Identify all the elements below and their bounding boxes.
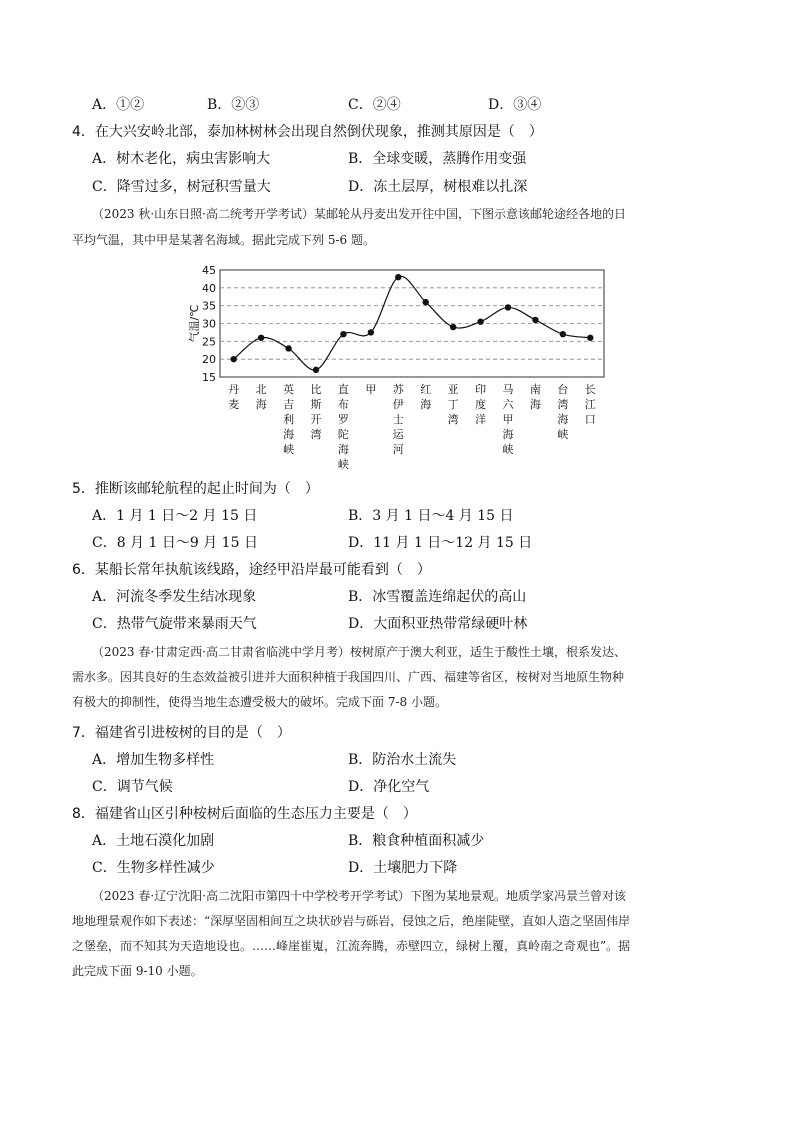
q6-option-b: B．冰雪覆盖连绵起伏的高山 [348,589,527,605]
context-5-6-line1: （2023 秋·山东日照·高二统考开学考试）某邮轮从丹麦出发开往中国，下图示意该邮轮途经各地的日 [92,207,626,221]
data-point [285,345,291,351]
q5-option-a: A．1 月 1 日～2 月 15 日 [92,508,258,524]
q8-option-b: B．粮食种植面积减少 [348,833,485,849]
q5-stem: 5．推断该邮轮航程的起止时间为（ ） [72,481,319,497]
x-category-label: 比斯开湾 [310,383,322,441]
x-category-labels [228,382,596,471]
context-5-6-line2: 平均气温，其中甲是某著名海域。据此完成下列 5-6 题。 [72,233,375,247]
q7-option-a: A．增加生物多样性 [92,752,215,768]
chart-grid [220,270,604,377]
data-point [340,331,346,337]
q6-stem: 6．某船长常年执航该线路，途经甲沿岸最可能看到（ ） [72,562,431,578]
x-category-label: 直布罗陀海峡 [337,383,349,471]
x-category-label: 马六甲海峡 [502,383,514,456]
y-tick-label: 45 [202,264,216,277]
y-tick-label: 20 [202,353,216,367]
x-category-label: 台湾海峡 [557,383,569,441]
q5-option-d: D．11 月 1 日～12 月 15 日 [348,535,533,551]
y-tick-label: 40 [202,281,216,295]
q7-option-b: B．防治水土流失 [348,752,457,768]
q8-option-a: A．土地石漠化加剧 [92,833,215,849]
context-7-8-line1: （2023 春·甘肃定西·高二甘肃省临洮中学月考）桉树原产于澳大利亚，适生于酸性土壤，根系发达、 [92,645,626,659]
x-category-label: 英吉利海峡 [283,383,295,456]
q8-option-c: C．生物多样性减少 [92,860,215,876]
context-9-10-line1: （2023 春·辽宁沈阳·高二沈阳市第四十中学校考开学考试）下图为某地景观。地质学家冯景兰曾对该 [92,889,626,903]
y-tick-label: 30 [202,317,216,331]
q6-option-a: A．河流冬季发生结冰现象 [92,589,257,605]
q4-option-d: D．冻土层厚，树根难以扎深 [348,179,528,195]
data-point [395,274,401,280]
context-9-10-line4: 此完成下面 9-10 小题。 [72,964,203,978]
q7-option-c: C．调节气候 [92,779,173,795]
q4-stem: 4．在大兴安岭北部，泰加林树林会出现自然倒伏现象，推测其原因是（ ） [72,124,543,140]
q4-option-c: C．降雪过多，树冠积雪量大 [92,179,271,195]
data-point [587,335,593,341]
q4-option-b: B．全球变暖，蒸腾作用变强 [348,151,527,167]
temperature-line-chart [188,262,620,471]
q6-option-c: C．热带气旋带来暴雨天气 [92,616,257,632]
q7-stem: 7．福建省引进桉树的目的是（ ） [72,725,291,741]
data-point [231,356,237,362]
data-point [423,299,429,305]
data-point [450,324,456,330]
q4-option-a: A．树木老化，病虫害影响大 [92,151,271,167]
q3-option-c: C．②④ [348,97,401,113]
y-axis-label [187,304,201,342]
context-9-10-line2: 地地理景观作如下表述：“深厚坚固相间互之块状砂岩与砾岩，侵蚀之后，绝崖陡壁，直如人造之坚固伟岸 [72,914,631,928]
data-point [313,367,319,373]
data-point [532,317,538,323]
y-tick-label: 35 [202,299,216,313]
y-tick-label: 25 [202,335,216,349]
y-tick-labels [202,264,216,384]
context-9-10-line3: 之堡垒，而不知其为天造地设也。……峰崖崔嵬，江流奔腾，赤壁四立，绿树上覆，真岭南之奇观也”。据 [72,939,631,953]
x-category-label: 南海 [529,383,541,411]
x-category-label: 北海 [255,383,267,411]
y-tick-label: 15 [202,371,216,384]
q6-option-d: D．大面积亚热带常绿硬叶林 [348,616,528,632]
q3-option-b: B．②③ [207,97,260,113]
x-category-label: 红海 [420,383,432,411]
x-category-label: 丹麦 [228,383,240,411]
q3-option-d: D．③④ [488,97,542,113]
context-7-8-line2: 需水多。因其良好的生态效益被引进并大面积种植于我国四川、广西、福建等省区，桉树对当地原生物种 [72,670,625,684]
data-point [368,329,374,335]
q5-option-b: B．3 月 1 日～4 月 15 日 [348,508,514,524]
q8-stem: 8．福建省山区引种桉树后面临的生态压力主要是（ ） [72,806,417,822]
data-point [505,304,511,310]
data-point [477,319,483,325]
q8-option-d: D．土壤肥力下降 [348,860,458,876]
x-category-label: 亚丁湾 [447,383,459,426]
q5-option-c: C．8 月 1 日～9 月 15 日 [92,535,258,551]
x-category-label: 印度洋 [475,383,487,426]
q7-option-d: D．净化空气 [348,779,430,795]
x-category-label: 甲 [365,383,377,396]
x-category-label: 苏伊士运河 [392,383,404,456]
context-7-8-line3: 有极大的抑制性，使得当地生态遭受极大的破坏。完成下面 7-8 小题。 [72,695,447,709]
x-category-label: 长江口 [584,383,596,426]
y-axis-label-text: 气温/℃ [188,304,201,343]
data-point [560,331,566,337]
q3-option-a: A．①② [92,97,145,113]
data-point [258,335,264,341]
